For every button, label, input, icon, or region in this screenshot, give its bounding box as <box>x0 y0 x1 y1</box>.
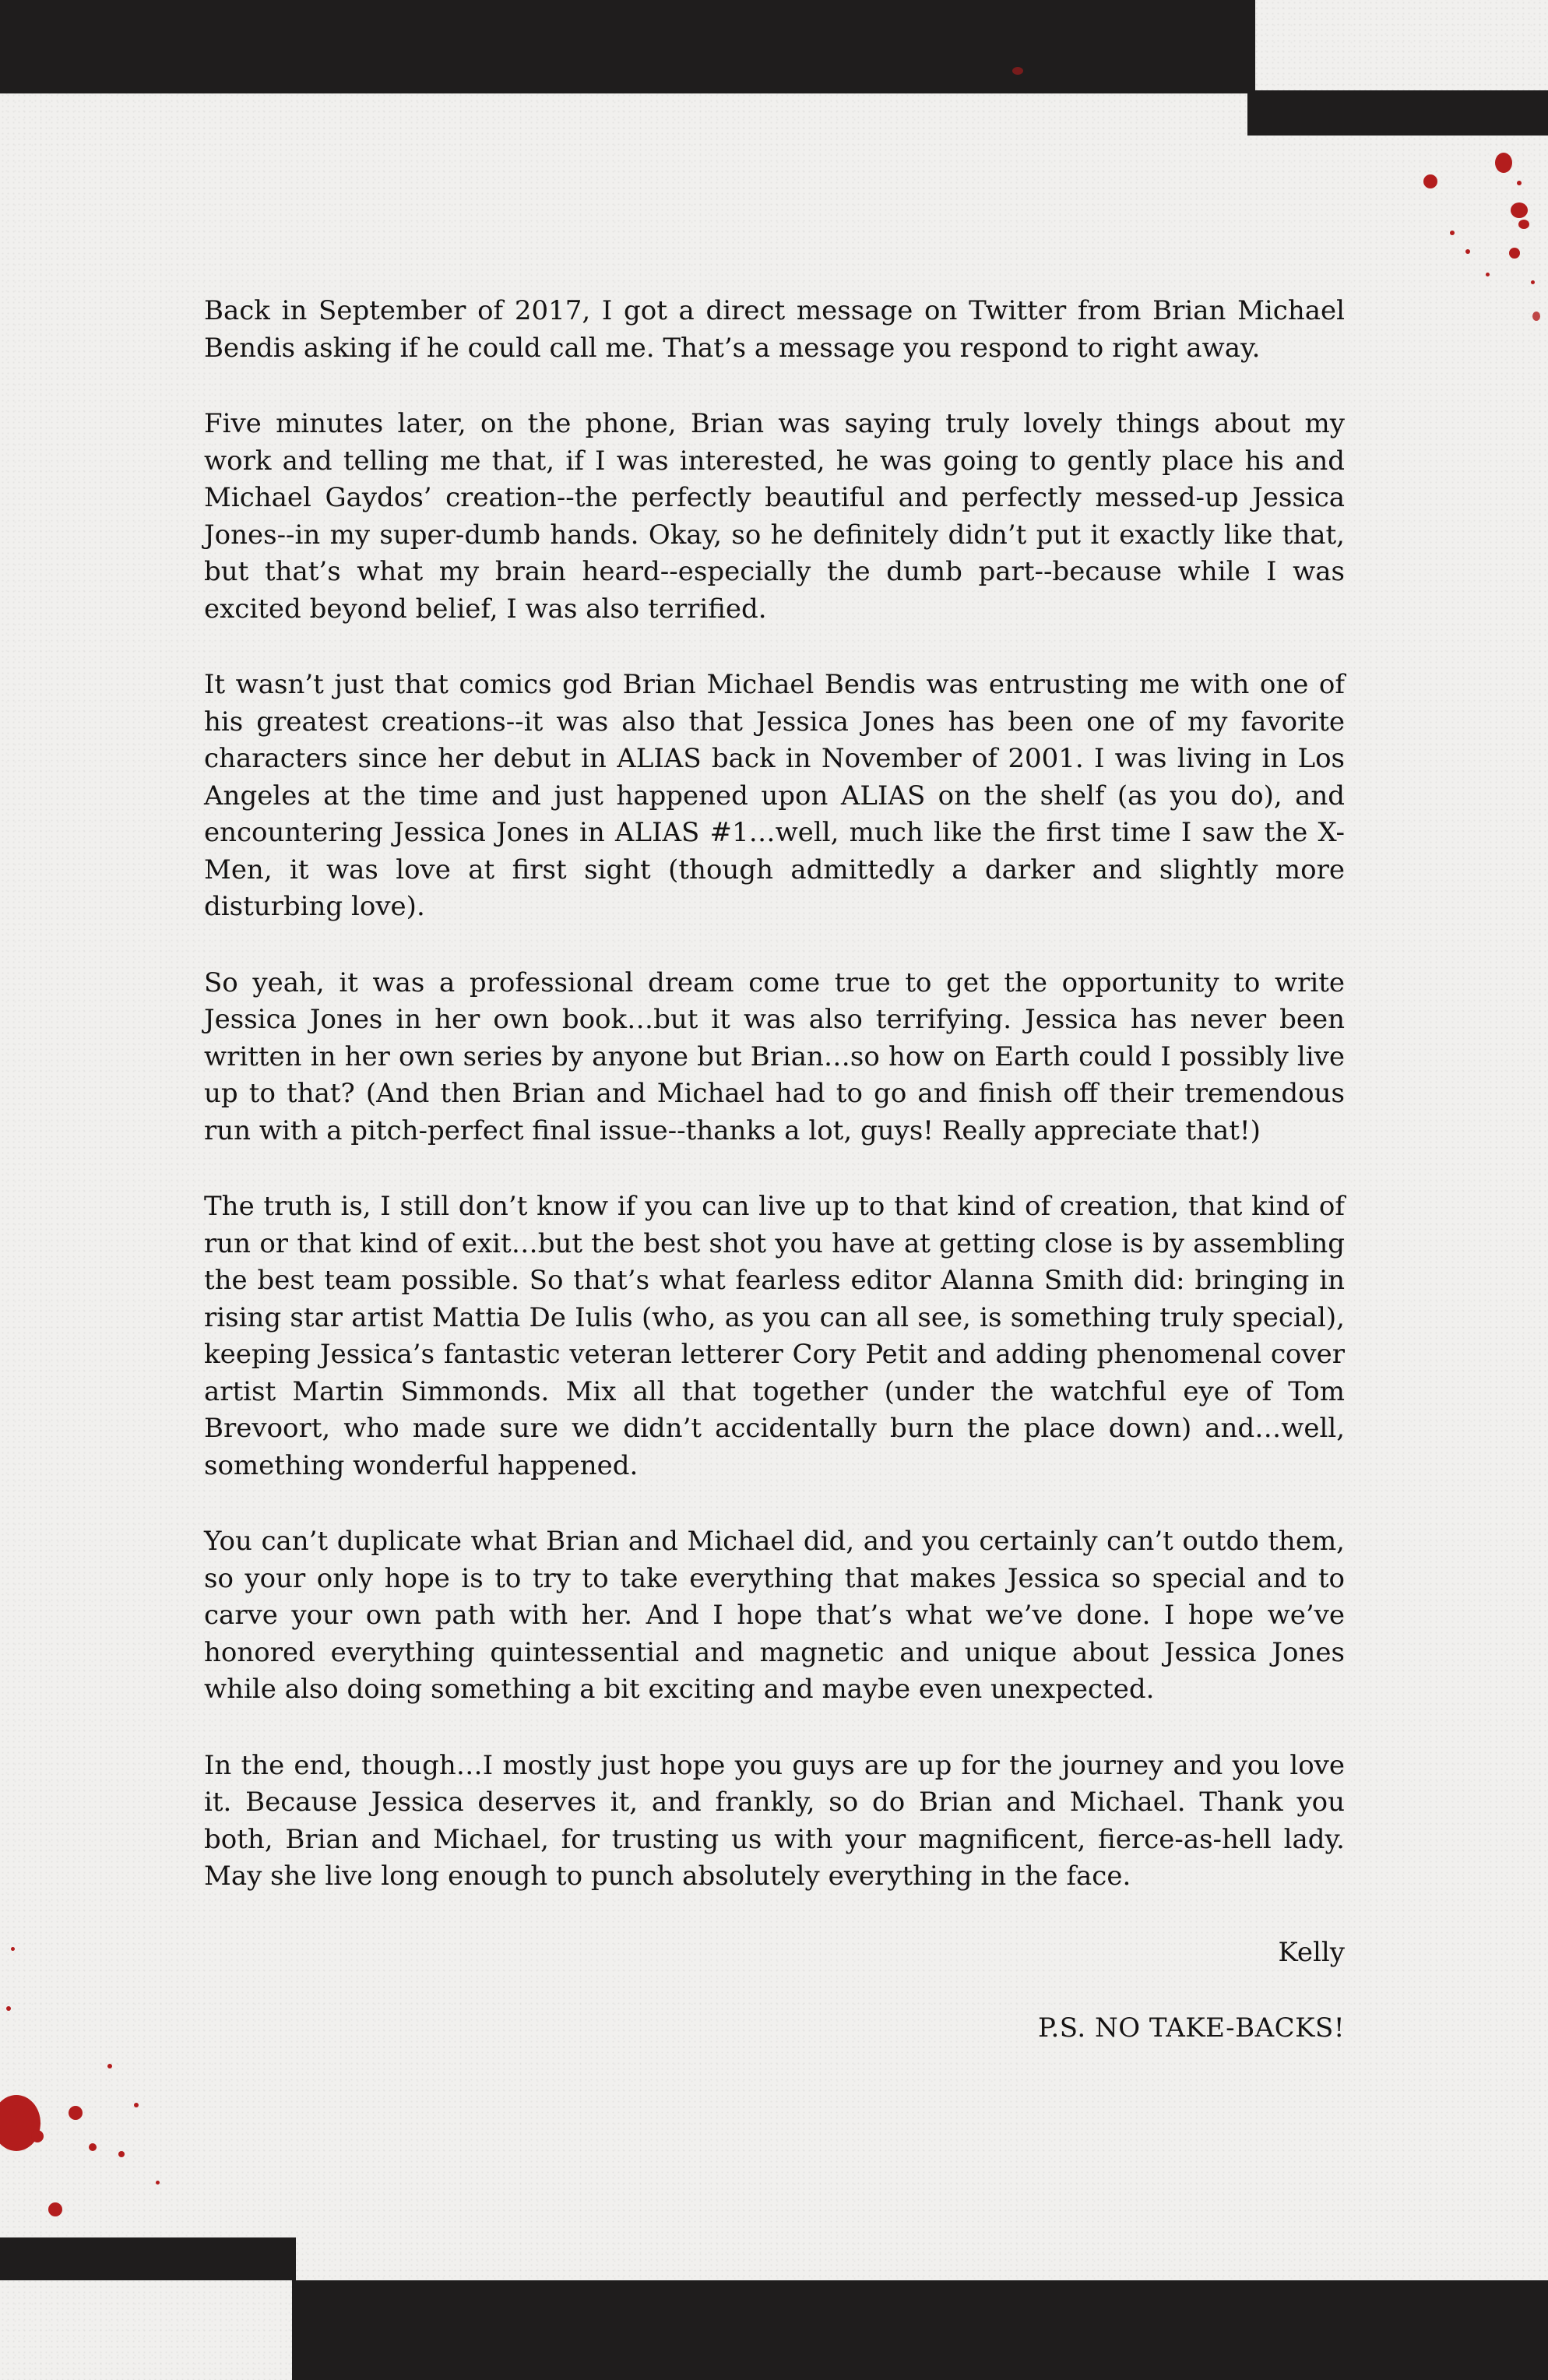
letter-paragraph-6: You can’t duplicate what Brian and Michael did, and you certainly can’t outdo them, so your only hope is to try to take everything that makes Jessica so special and to carve your own path with her. And I hope that’s what we’ve done. I hope we’ve honored everything quintessential and magnetic and unique about Jessica Jones while also doing something a bit exciting and maybe even unexpected. <box>204 1526 1345 1705</box>
letter-paragraph-7: In the end, though…I mostly just hope you guys are up for the journey and you love it. Because Jessica deserves it, and frankly, so do Brian and Michael. Thank you both, Brian and Michael, for trusting us with your magnificent, fierce-as-hell lady. May she live long enough to punch absolutely everything in the face. <box>204 1749 1345 1892</box>
top-frame-bar <box>0 0 1255 93</box>
letter-paragraph-2: Five minutes later, on the phone, Brian was saying truly lovely things about my work and telling me that, if I was interested, he was going to gently place his and Michael Gaydos’ creation--the perfectly beautiful and perfectly messed-up Jessica Jones--in my super-dumb hands. Okay, so he definitely didn’t put it exactly like that, but that’s what my brain heard--especially the dumb part--because while I was excited beyond belief, I was also terrified. <box>204 408 1345 625</box>
letter-paragraph-1: Back in September of 2017, I got a direct message on Twitter from Brian Michael Bendis asking if he could call me. That’s a message you respond to right away. <box>204 295 1345 364</box>
postscript: P.S. NO TAKE-BACKS! <box>1037 2012 1345 2044</box>
top-right-frame-bar <box>1247 90 1548 136</box>
bottom-left-frame-bar <box>0 2237 296 2280</box>
letter-paragraph-4: So yeah, it was a professional dream come true to get the opportunity to write Jessica Jones in her own book…but it was also terrifying. Jessica has never been written in her own series by anyone but Brian…so how on Earth could I possibly live up to that? (And then Brian and Michael had to go and finish off their tremendous run with a pitch-perfect final issue--thanks a lot, guys! Really appreciate that!) <box>204 966 1345 1146</box>
editorial-letter <box>204 293 1345 2047</box>
bottom-frame-bar <box>292 2280 1548 2380</box>
letter-paragraph-3: It wasn’t just that comics god Brian Michael Bendis was entrusting me with one of his greatest creations--it was also that Jessica Jones has been one of my favorite characters since her debut in ALIAS back in November of 2001. I was living in Los Angeles at the time and just happened upon ALIAS on the shelf (as you do), and encountering Jessica Jones in ALIAS #1…well, much like the first time I saw the X-Men, it was love at first sight (though admittedly a darker and slightly more disturbing love). <box>204 669 1345 922</box>
signature-name: Kelly <box>1278 1936 1345 1968</box>
letter-paragraph-5: The truth is, I still don’t know if you can live up to that kind of creation, that kind of run or that kind of exit…but the best shot you have at getting close is by assembling the best team possible. So that’s what fearless editor Alanna Smith did: bringing in rising star artist Mattia De Iulis (who, as you can all see, is something truly special), keeping Jessica’s fantastic veteran letterer Cory Petit and adding phenomenal cover artist Martin Simmonds. Mix all that together (under the watchful eye of Tom Brevoort, who made sure we didn’t accidentally burn the place down) and…well, something wonderful happened. <box>204 1191 1345 1481</box>
